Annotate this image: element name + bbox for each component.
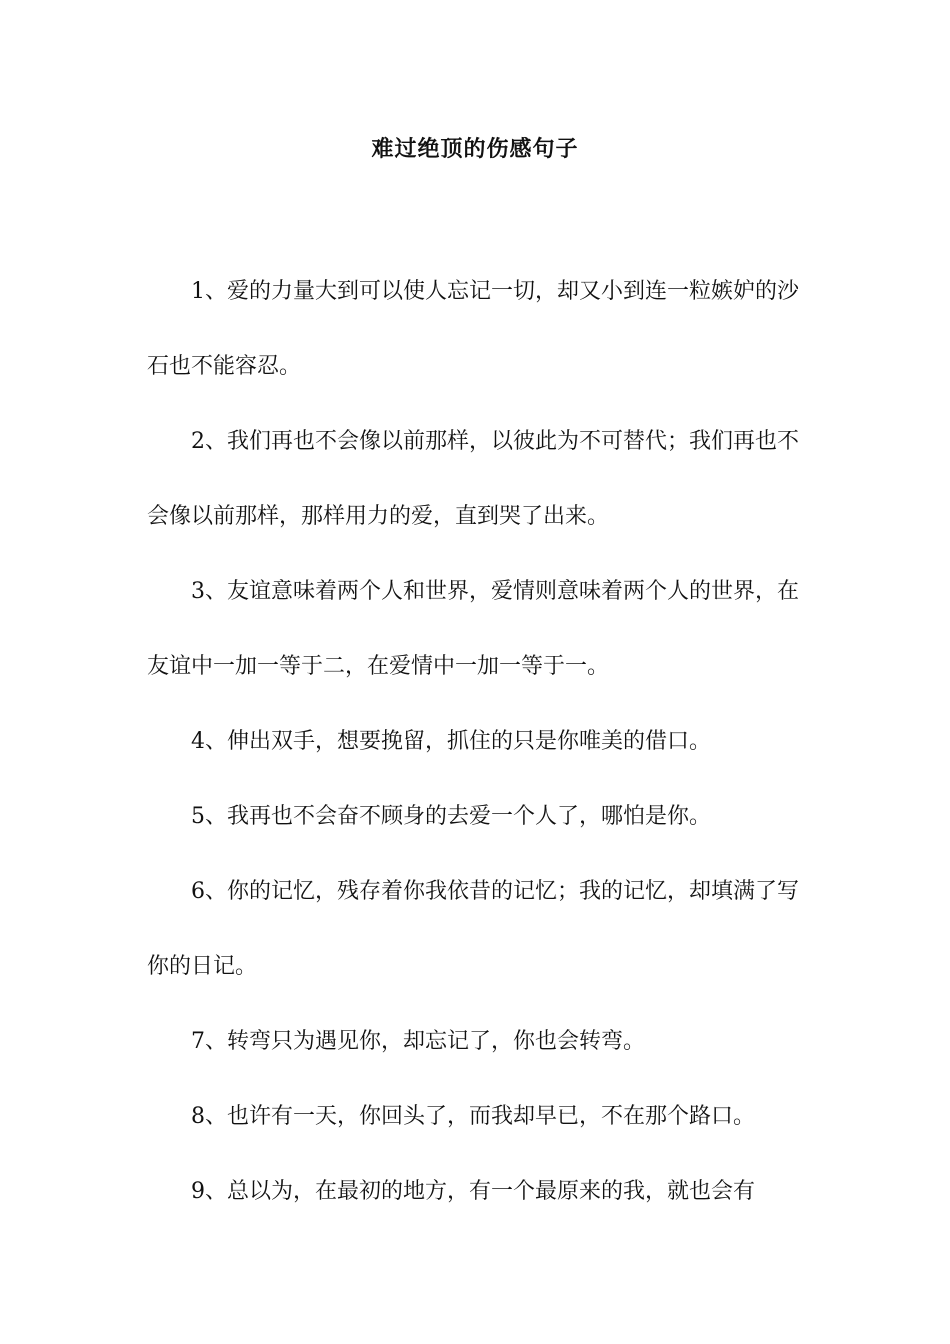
paragraph-1: 1、爱的力量大到可以使人忘记一切，却又小到连一粒嫉妒的沙石也不能容忍。 bbox=[147, 279, 799, 379]
document-body bbox=[147, 254, 817, 1229]
paragraph-9: 9、总以为，在最初的地方，有一个最原来的我，就也会有 bbox=[191, 1179, 755, 1204]
paragraph-8: 8、也许有一天，你回头了，而我却早已，不在那个路口。 bbox=[191, 1104, 755, 1129]
paragraph-3: 3、友谊意味着两个人和世界，爱情则意味着两个人的世界，在友谊中一加一等于二，在爱情中一加一等于一。 bbox=[147, 579, 799, 679]
paragraph-4: 4、伸出双手，想要挽留，抓住的只是你唯美的借口。 bbox=[191, 729, 711, 754]
paragraph-2: 2、我们再也不会像以前那样，以彼此为不可替代；我们再也不会像以前那样，那样用力的爱，直到哭了出来。 bbox=[147, 429, 799, 529]
paragraph-7: 7、转弯只为遇见你，却忘记了，你也会转弯。 bbox=[191, 1029, 645, 1054]
document-title: 难过绝顶的伤感句子 bbox=[371, 137, 579, 162]
paragraph-6: 6、你的记忆，残存着你我依昔的记忆；我的记忆，却填满了写你的日记。 bbox=[147, 879, 799, 979]
paragraph-5: 5、我再也不会奋不顾身的去爱一个人了，哪怕是你。 bbox=[191, 804, 711, 829]
